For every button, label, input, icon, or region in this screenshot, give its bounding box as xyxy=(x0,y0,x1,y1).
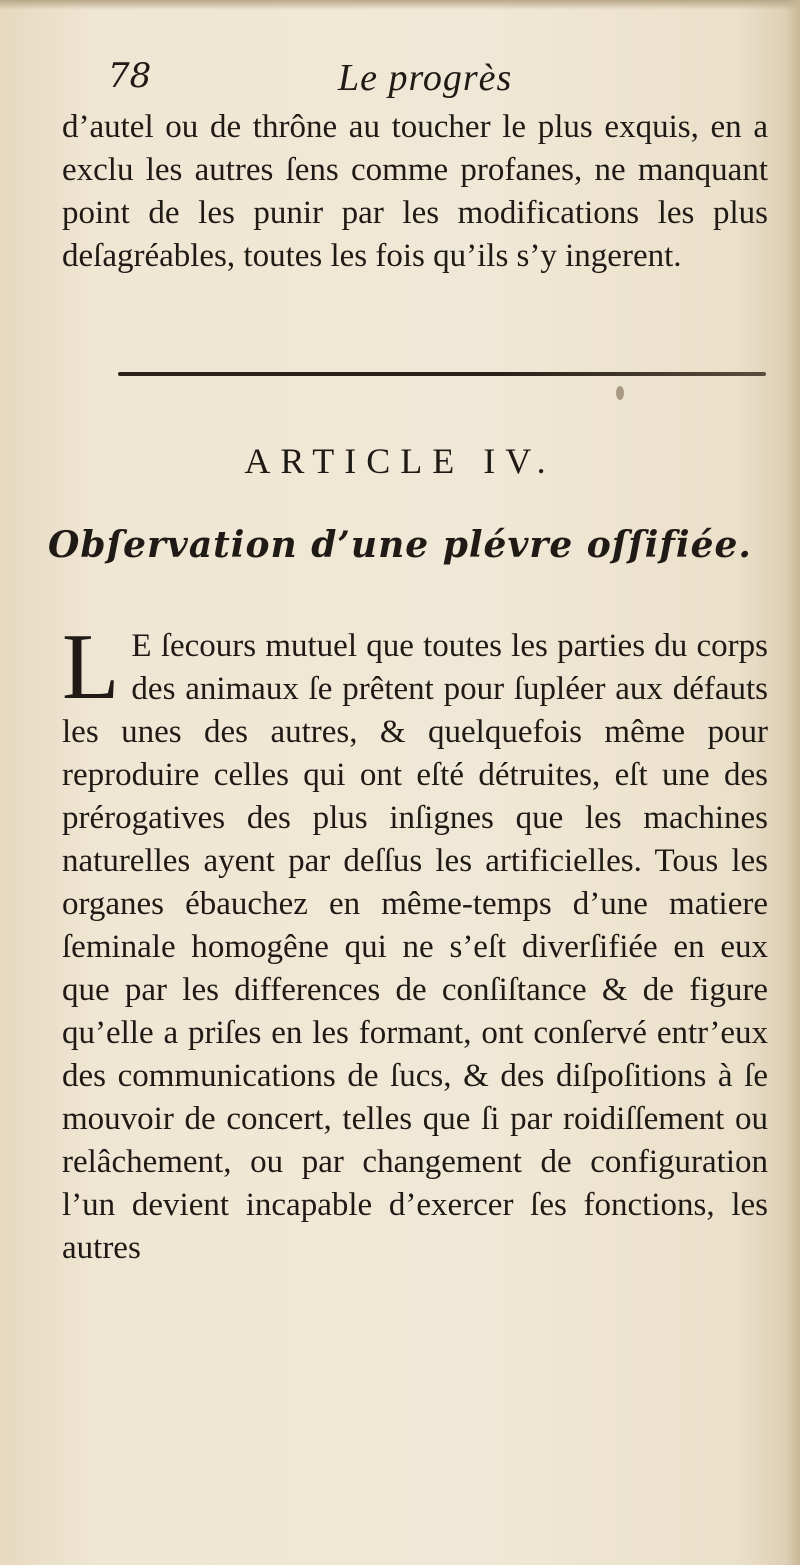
drop-cap: L xyxy=(62,615,120,719)
article-heading: ARTICLE IV. xyxy=(244,441,556,481)
intro-paragraph xyxy=(62,106,768,278)
page-top-edge xyxy=(0,0,800,10)
section-divider xyxy=(118,372,766,376)
divider-ornament xyxy=(616,386,624,400)
running-head xyxy=(108,56,628,100)
page-number: 78 xyxy=(108,56,152,96)
body-text-wrapper xyxy=(62,615,768,1270)
body-text: E ſecours mutuel que toutes les parties du corps des animaux ſe prêtent pour ſupléer aux défauts les unes des autres, & quelquefois même pour reproduire celles qui ont eſté détruites, eſt une des prérogatives des plus inſignes que les machines naturelles ayent par deſſus les artificielles. Tous les organes ébauchez en même-temps d’une matiere ſeminale homogêne qui ne s’eſt diverſifiée en eux que par les differences de conſiſtance & de figure qu’elle a priſes en les formant, ont conſervé entr’eux des communications de ſucs, & des diſpoſitions à ſe mouvoir de concert, telles que ſi par roidiſſement ou relâchement, ou par changement de configuration l’un devient incapable d’exercer ſes fonctions, les autres xyxy=(62,628,768,1266)
section-title: Obſervation d’une plévre oſſifiée. xyxy=(48,524,752,566)
intro-text: d’autel ou de thrône au toucher le plus exquis, en a exclu les autres ſens comme profanes, ne manquant point de les punir par les modifications les plus deſagréables, toutes les fois qu’ils s’y ingerent. xyxy=(62,109,768,274)
body-paragraph xyxy=(62,615,768,1270)
running-title: Le progrès xyxy=(338,57,513,99)
page-right-edge xyxy=(786,0,800,1565)
